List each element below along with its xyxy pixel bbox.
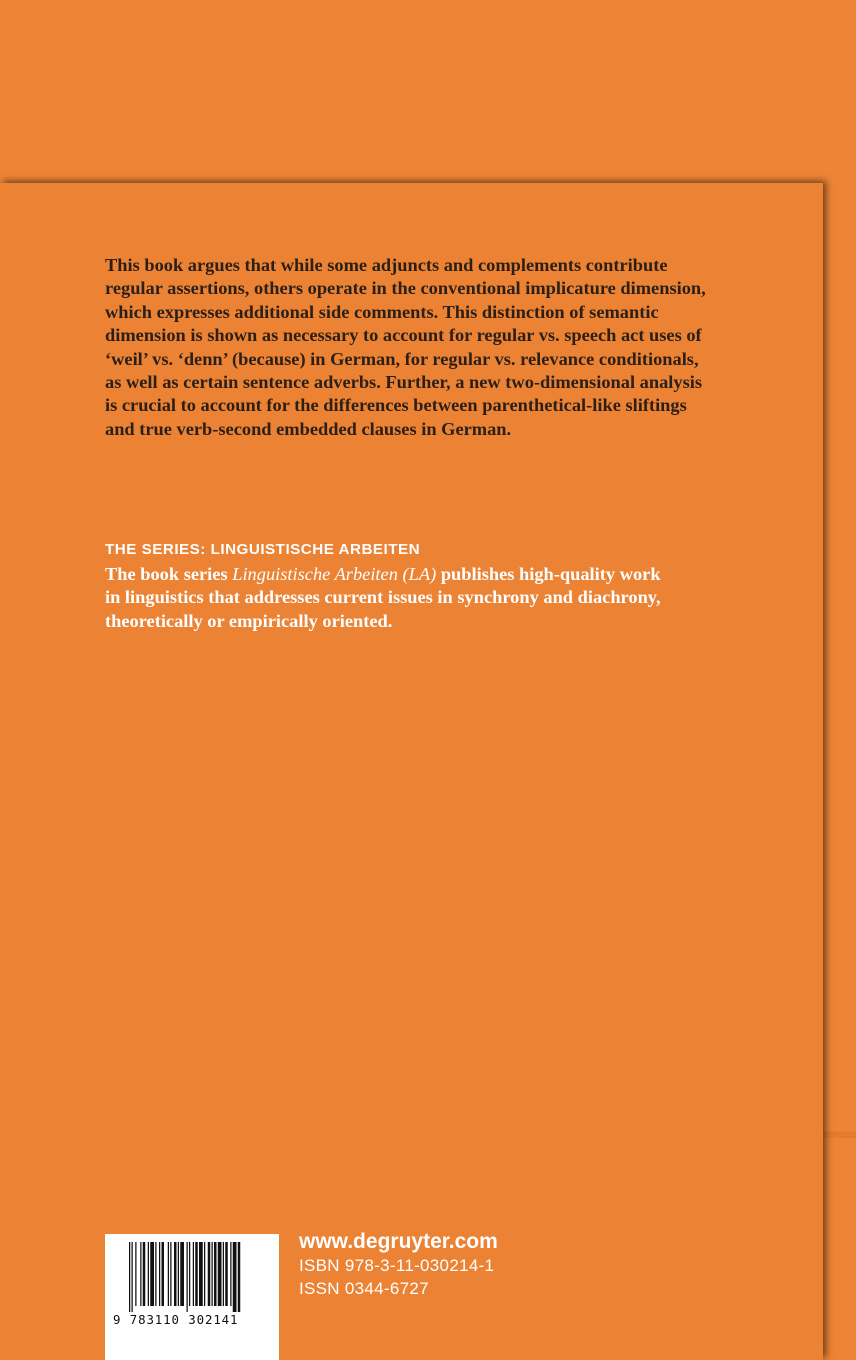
blurb-line: regular assertions, others operate in the conventional implicature dimension,: [105, 278, 706, 299]
series-title: Linguistische Arbeiten (LA): [232, 564, 437, 584]
blurb-line: as well as certain sentence adverbs. Further, a new two-dimensional analysis: [105, 372, 702, 393]
blurb-line: is crucial to account for the differences between parenthetical-like sliftings: [105, 395, 687, 416]
barcode-bar: [168, 1242, 169, 1306]
series-line1-rest: publishes high-quality work: [436, 564, 661, 584]
barcode-bar: [150, 1242, 154, 1306]
blurb-line: and true verb-second embedded clauses in German.: [105, 418, 512, 439]
barcode-bar: [214, 1242, 217, 1306]
barcode-bar: [148, 1242, 149, 1306]
issn: ISSN 0344-6727: [299, 1279, 429, 1298]
barcode-bar: [159, 1242, 160, 1306]
blurb-line: This book argues that while some adjuncts and complements contribute: [105, 255, 668, 275]
barcode-bar: [233, 1242, 237, 1312]
book-blurb: [105, 254, 745, 441]
isbn: ISBN 978-3-11-030214-1: [299, 1256, 495, 1275]
barcode-bar: [132, 1242, 133, 1312]
barcode-bar: [143, 1242, 146, 1306]
barcode-digits: 9 783110 302141: [113, 1312, 239, 1327]
barcode: [105, 1234, 279, 1360]
barcode-bar: [187, 1242, 188, 1312]
barcode-bar: [199, 1242, 203, 1306]
barcode-bar: [193, 1242, 194, 1306]
barcode-bar: [140, 1242, 141, 1306]
barcode-bar: [135, 1242, 136, 1306]
barcode-bar: [208, 1242, 211, 1306]
barcode-bar: [212, 1242, 213, 1306]
series-intro: The book series: [105, 564, 233, 584]
barcode-bar: [155, 1242, 156, 1306]
barcode-bar: [223, 1242, 224, 1306]
page-edge: [823, 1138, 856, 1360]
series-line2: in linguistics that addresses current issues in synchrony and diachrony,: [105, 587, 661, 608]
barcode-bar: [230, 1242, 231, 1306]
barcode-bar: [170, 1242, 171, 1306]
barcode-bar: [174, 1242, 177, 1306]
barcode-bar: [129, 1242, 130, 1312]
series-line3: theoretically or empirically oriented.: [105, 610, 393, 631]
blurb-line: which expresses additional side comments. This distinction of semantic: [105, 301, 659, 322]
barcode-bar: [162, 1242, 165, 1306]
barcode-bar: [189, 1242, 190, 1306]
barcode-bar: [195, 1242, 198, 1306]
barcode-bar: [218, 1242, 222, 1306]
series-description: [105, 563, 745, 633]
series-heading: THE SERIES: LINGUISTISCHE ARBEITEN: [105, 541, 421, 558]
barcode-bar: [204, 1242, 205, 1306]
blurb-line: dimension is shown as necessary to account for regular vs. speech act uses of: [105, 325, 702, 346]
barcode-icon: [105, 1234, 279, 1314]
barcode-bar: [225, 1242, 228, 1306]
blurb-line: ‘weil’ vs. ‘denn’ (because) in German, for regular vs. relevance conditionals,: [105, 348, 699, 369]
barcode-bar: [178, 1242, 179, 1306]
publisher-url[interactable]: www.degruyter.com: [299, 1230, 498, 1253]
barcode-bar: [180, 1242, 184, 1306]
barcode-bar: [238, 1242, 241, 1312]
